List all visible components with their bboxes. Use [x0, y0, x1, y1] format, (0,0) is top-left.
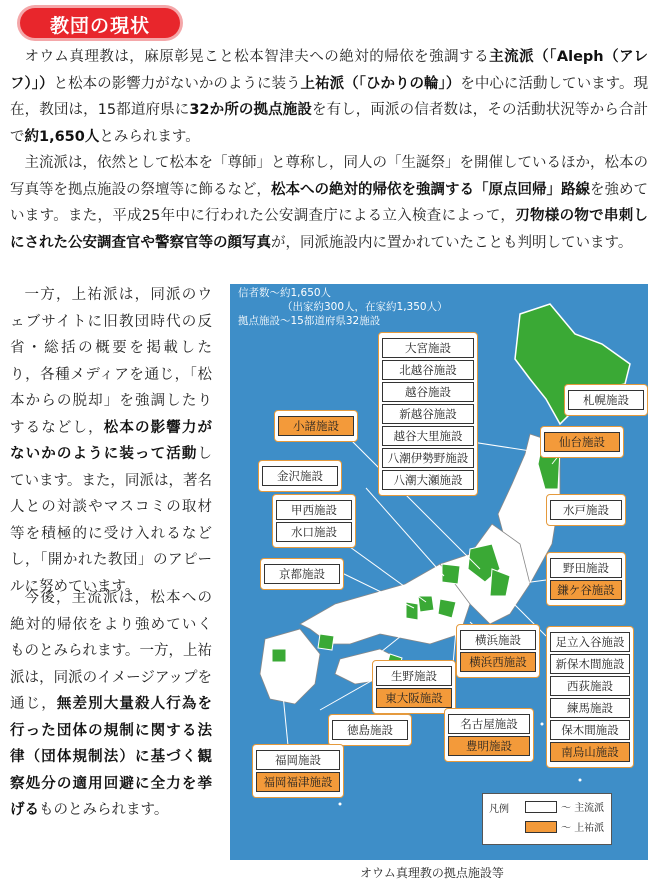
- paragraph-4: 今後，主流派は，松本への絶対的帰依をより強めていくものとみられます。一方，上祐派は，同派のイメージアップを通じ，無差別大量殺人行為を行った団体の規制に関する法律（団体規制法）に基づく観察処分の適用回避に全力を挙げるものとみられます。: [10, 590, 212, 818]
- facility-label: 八潮伊勢野施設: [382, 448, 474, 468]
- facility-label: 野田施設: [550, 558, 622, 578]
- paragraph-3: 一方，上祐派は，同派のウェブサイトに旧教団時代の反省・総括の概要を掲載したり，各種メディアを通じ，「松本からの脱却」を強調したりするなどし，松本の影響力がないかのように装って活動しています。また，同派は，著名人との対談やマスコミの取材等を積極的に受け入れるなどし，「開かれた教団」のアピールに努めています。: [10, 287, 212, 595]
- legend-tilde: ～: [561, 823, 571, 834]
- facility-group: [564, 384, 648, 416]
- facility-label: 仙台施設: [544, 432, 620, 452]
- facility-label: 京都施設: [264, 564, 340, 584]
- facility-label: 大宮施設: [382, 338, 474, 358]
- facility-label: 生野施設: [376, 666, 452, 686]
- facility-label: 福岡福津施設: [256, 772, 340, 792]
- facility-group: [328, 714, 412, 746]
- paragraph-2: 主流派は，依然として松本を「尊師」と尊称し，同人の「生誕祭」を開催しているほか，松本の写真等を拠点施設の祭壇等に飾るなど，松本への絶対的帰依を強調する「原点回帰」路線を強めています。また，平成25年中に行われた公安調査庁による立入検査によって，刃物様の物で串刺しにされた公安調査官や警察官等の顔写真が，同派施設内に置かれていたことも判明しています。: [10, 155, 649, 251]
- facility-count: 拠点施設～15都道府県32施設: [238, 315, 381, 327]
- facility-group: [274, 410, 358, 442]
- legend-swatch-joyu: [525, 821, 557, 833]
- section-title-badge: [20, 8, 180, 38]
- paragraph-1: オウム真理教は，麻原彰晃こと松本智津夫への絶対的帰依を強調する主流派（「Aleph（アレフ）」）と松本の影響力がないかのように装う上祐派（「ひかりの輪」）を中心に活動しています。現在，教団は，15都道府県に32か所の拠点施設を有し，両派の信者数は，その活動状況等から合計で約1,650人とみられます。: [10, 49, 649, 145]
- facility-group: [372, 660, 456, 714]
- facility-label: 保木間施設: [550, 720, 630, 740]
- facility-group: [456, 624, 540, 678]
- facility-group: [546, 626, 634, 768]
- facility-label: 南烏山施設: [550, 742, 630, 762]
- facility-label: 西荻施設: [550, 676, 630, 696]
- facility-label: 東大阪施設: [376, 688, 452, 708]
- facility-group: [260, 558, 344, 590]
- facility-label: 金沢施設: [262, 466, 338, 486]
- facility-label: 名古屋施設: [448, 714, 530, 734]
- facility-group: [444, 708, 534, 762]
- facility-label: 新保木間施設: [550, 654, 630, 674]
- facility-label: 八潮大瀬施設: [382, 470, 474, 490]
- facility-label: 練馬施設: [550, 698, 630, 718]
- facility-map: [230, 284, 648, 860]
- legend-main: 主流派: [574, 803, 605, 814]
- facility-label: 新越谷施設: [382, 404, 474, 424]
- facility-group: [546, 494, 626, 526]
- facility-label: 甲西施設: [276, 500, 352, 520]
- facility-group: [546, 552, 626, 606]
- facility-label: 越谷大里施設: [382, 426, 474, 446]
- facility-label: 豊明施設: [448, 736, 530, 756]
- facility-label: 水口施設: [276, 522, 352, 542]
- facility-group: [540, 426, 624, 458]
- legend-joyu: 上祐派: [574, 823, 605, 834]
- facility-label: 水戸施設: [550, 500, 622, 520]
- map-caption: オウム真理教の拠点施設等: [360, 866, 504, 880]
- section-title: 教団の現状: [49, 15, 150, 37]
- facility-label: 小諸施設: [278, 416, 354, 436]
- map-header: [238, 286, 448, 328]
- facility-label: 足立入谷施設: [550, 632, 630, 652]
- legend-title: 凡例: [489, 804, 509, 815]
- facility-label: 鎌ケ谷施設: [550, 580, 622, 600]
- member-breakdown: （出家約300人，在家約1,350人）: [282, 301, 448, 313]
- facility-label: 越谷施設: [382, 382, 474, 402]
- legend-tilde: ～: [561, 803, 571, 814]
- facility-group: [258, 460, 342, 492]
- map-legend: [482, 793, 612, 845]
- facility-label: 北越谷施設: [382, 360, 474, 380]
- facility-label: 横浜西施設: [460, 652, 536, 672]
- facility-group: [252, 744, 344, 798]
- facility-label: 福岡施設: [256, 750, 340, 770]
- facility-label: 横浜施設: [460, 630, 536, 650]
- legend-swatch-main: [525, 801, 557, 813]
- facility-group: [272, 494, 356, 548]
- facility-label: 徳島施設: [332, 720, 408, 740]
- facility-label: 札幌施設: [568, 390, 644, 410]
- member-count: 信者数～約1,650人: [238, 287, 332, 299]
- facility-group: [378, 332, 478, 496]
